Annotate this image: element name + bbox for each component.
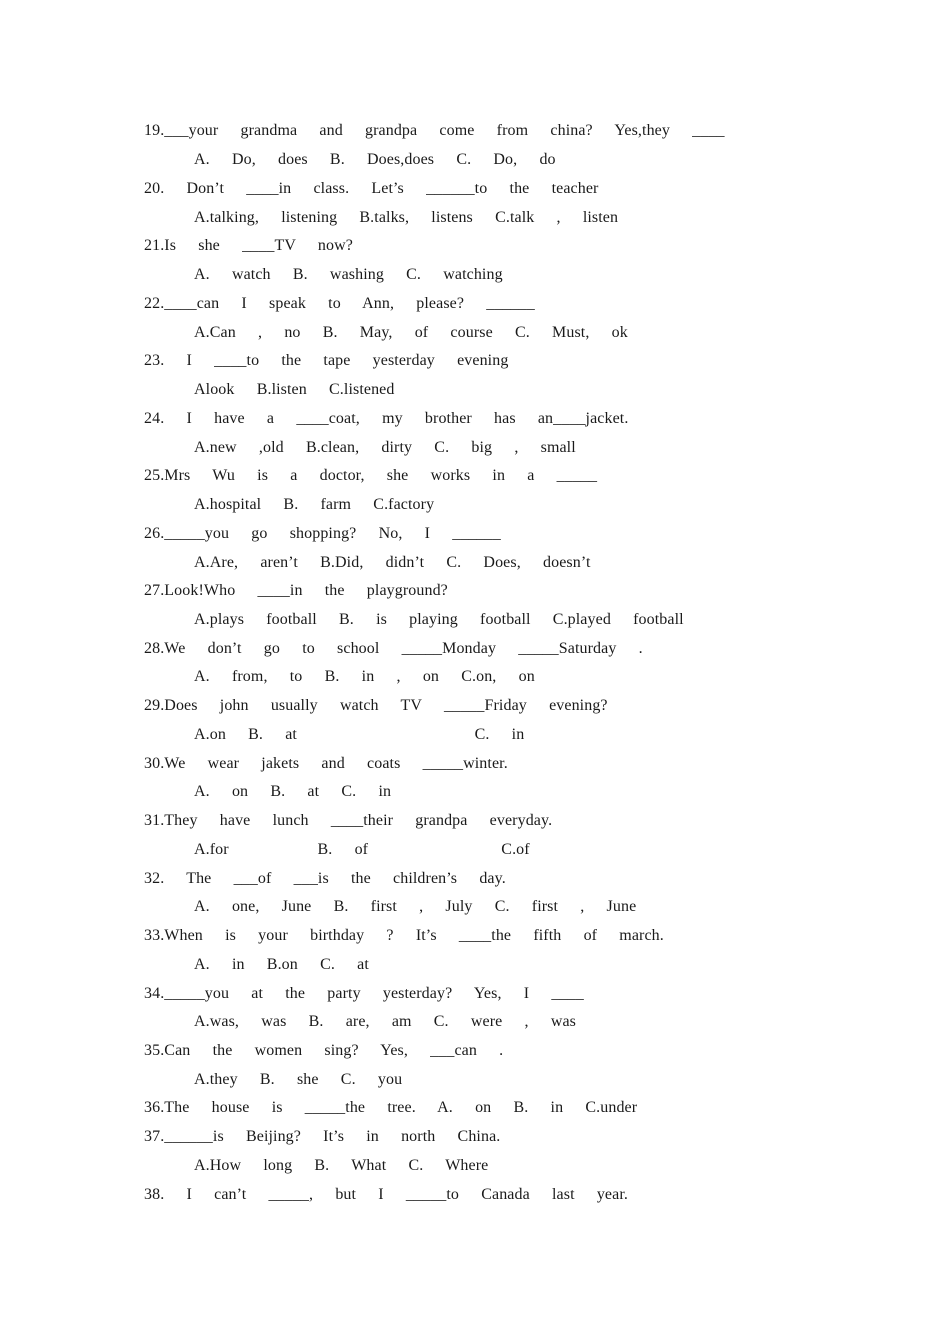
question-19: 19.___your grandma and grandpa come from china? Yes,they ____ — [144, 122, 725, 139]
options-24: A.new ,old B.clean, dirty C. big , small — [194, 439, 576, 456]
question-37: 37.______is Beijing? It’s in north China. — [144, 1128, 501, 1145]
options-22: A.Can , no B. May, of course C. Must, ok — [194, 324, 628, 341]
question-25: 25.Mrs Wu is a doctor, she works in a _____ — [144, 467, 598, 484]
question-26: 26._____you go shopping? No, I ______ — [144, 525, 501, 542]
options-25: A.hospital B. farm C.factory — [194, 496, 435, 513]
question-24: 24. I have a ____coat, my brother has an____jacket. — [144, 410, 629, 427]
question-27: 27.Look!Who ____in the playground? — [144, 582, 448, 599]
options-27: A.plays football B. is playing football C.played football — [194, 611, 684, 628]
options-34: A.was, was B. are, am C. were , was — [194, 1013, 577, 1030]
question-21: 21.Is she ____TV now? — [144, 237, 353, 254]
options-37: A.How long B. What C. Where — [194, 1157, 489, 1174]
options-29: A.on B. at C. in — [194, 726, 525, 743]
options-35: A.they B. she C. you — [194, 1071, 403, 1088]
options-20: A.talking, listening B.talks, listens C.talk , listen — [194, 209, 619, 226]
question-38: 38. I can’t _____, but I _____to Canada last year. — [144, 1186, 628, 1203]
options-33: A. in B.on C. at — [194, 956, 369, 973]
question-29: 29.Does john usually watch TV _____Friday evening? — [144, 697, 608, 714]
options-30: A. on B. at C. in — [194, 783, 392, 800]
options-21: A. watch B. washing C. watching — [194, 266, 503, 283]
question-33: 33.When is your birthday ? It’s ____the fifth of march. — [144, 927, 664, 944]
options-19: A. Do, does B. Does,does C. Do, do — [194, 151, 556, 168]
question-35: 35.Can the women sing? Yes, ___can . — [144, 1042, 504, 1059]
options-28: A. from, to B. in , on C.on, on — [194, 668, 535, 685]
question-20: 20. Don’t ____in class. Let’s ______to the teacher — [144, 180, 599, 197]
question-28: 28.We don’t go to school _____Monday _____Saturday . — [144, 640, 643, 657]
options-23: Alook B.listen C.listened — [194, 381, 395, 398]
question-30: 30.We wear jakets and coats _____winter. — [144, 755, 508, 772]
options-31: A.for B. of C.of — [194, 841, 530, 858]
question-22: 22.____can I speak to Ann, please? ______ — [144, 295, 535, 312]
question-32: 32. The ___of ___is the children’s day. — [144, 870, 506, 887]
question-36: 36.The house is _____the tree. A. on B. in C.under — [144, 1099, 638, 1116]
question-31: 31.They have lunch ____their grandpa everyday. — [144, 812, 553, 829]
question-34: 34._____you at the party yesterday? Yes, I ____ — [144, 985, 584, 1002]
options-26: A.Are, aren’t B.Did, didn’t C. Does, doesn’t — [194, 554, 591, 571]
question-23: 23. I ____to the tape yesterday evening — [144, 352, 509, 369]
options-32: A. one, June B. first , July C. first , June — [194, 898, 637, 915]
